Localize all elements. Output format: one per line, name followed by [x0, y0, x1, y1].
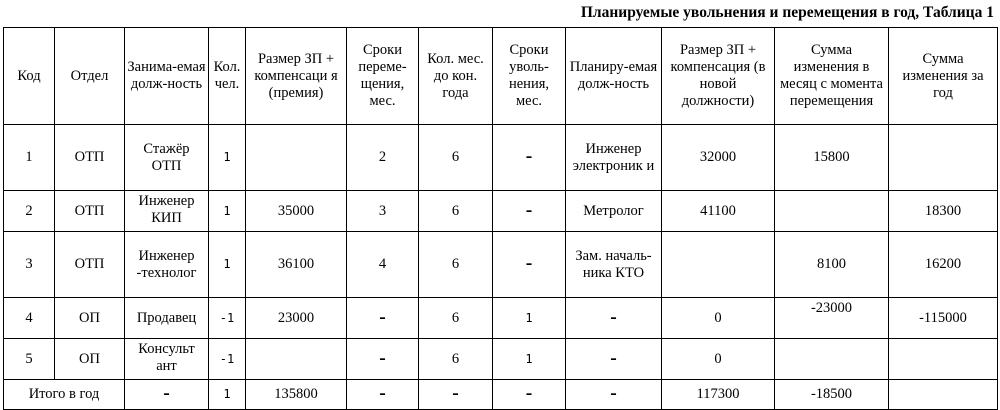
- cell-monthly-change: -23000: [775, 298, 889, 339]
- cell-position: Продавец: [125, 298, 209, 339]
- cell-dept: ОП: [55, 298, 125, 339]
- cell-salary: [246, 339, 347, 380]
- cell-dismiss-terms: –: [493, 125, 566, 191]
- cell-annual-change: 16200: [889, 232, 998, 298]
- header-dismiss-terms: Сроки уволь-нения, мес.: [493, 28, 566, 125]
- cell-months-left: 6: [419, 298, 493, 339]
- cell-new-salary: 0: [662, 298, 775, 339]
- total-label: Итого в год: [4, 380, 125, 410]
- cell-months-left: 6: [419, 232, 493, 298]
- cell-move-terms: 2: [347, 125, 419, 191]
- header-new-salary: Размер ЗП + компенсация (в новой должности): [662, 28, 775, 125]
- cell-move-terms: 3: [347, 191, 419, 232]
- cell-dept: ОТП: [55, 191, 125, 232]
- cell-new-salary: 32000: [662, 125, 775, 191]
- total-row: [4, 380, 998, 410]
- header-annual-change: Сумма изменения за год: [889, 28, 998, 125]
- cell-code: 2: [4, 191, 55, 232]
- cell-salary: 35000: [246, 191, 347, 232]
- table-title: Планируемые увольнения и перемещения в год, Таблица 1: [580, 4, 994, 21]
- table-row: [4, 339, 998, 380]
- cell-months-left: 6: [419, 191, 493, 232]
- cell-planned-position: Зам. началь-ника КТО: [566, 232, 662, 298]
- layoffs-transfers-table: [3, 27, 998, 410]
- cell-months-left: 6: [419, 339, 493, 380]
- cell-annual-change: [889, 380, 998, 410]
- header-position: Занима-емая долж-ность: [125, 28, 209, 125]
- cell-dept: ОТП: [55, 232, 125, 298]
- cell-count: 1: [209, 125, 246, 191]
- cell-salary: 36100: [246, 232, 347, 298]
- header-move-terms: Сроки переме-щения, мес.: [347, 28, 419, 125]
- table-row: [4, 298, 998, 339]
- cell-dismiss-terms: –: [493, 191, 566, 232]
- cell-count: 1: [209, 232, 246, 298]
- cell-dismiss-terms: –: [493, 232, 566, 298]
- cell-salary: 135800: [246, 380, 347, 410]
- cell-move-terms: 4: [347, 232, 419, 298]
- cell-code: 1: [4, 125, 55, 191]
- cell-months-left: 6: [419, 125, 493, 191]
- header-count: Кол. чел.: [209, 28, 246, 125]
- table-row: [4, 232, 998, 298]
- cell-planned-position: –: [566, 298, 662, 339]
- cell-dept: ОП: [55, 339, 125, 380]
- cell-code: 4: [4, 298, 55, 339]
- cell-planned-position: –: [566, 380, 662, 410]
- cell-move-terms: –: [347, 380, 419, 410]
- cell-monthly-change: 15800: [775, 125, 889, 191]
- cell-move-terms: –: [347, 339, 419, 380]
- cell-count: -1: [209, 298, 246, 339]
- table-row: [4, 191, 998, 232]
- cell-count: -1: [209, 339, 246, 380]
- cell-code: 5: [4, 339, 55, 380]
- table-row: [4, 125, 998, 191]
- cell-annual-change: -115000: [889, 298, 998, 339]
- cell-position: Стажёр ОТП: [125, 125, 209, 191]
- cell-position: Инженер КИП: [125, 191, 209, 232]
- cell-monthly-change: -18500: [775, 380, 889, 410]
- cell-months-left: –: [419, 380, 493, 410]
- cell-dept: ОТП: [55, 125, 125, 191]
- cell-code: 3: [4, 232, 55, 298]
- cell-annual-change: [889, 339, 998, 380]
- cell-annual-change: 18300: [889, 191, 998, 232]
- cell-position: Инженер -технолог: [125, 232, 209, 298]
- cell-salary: 23000: [246, 298, 347, 339]
- header-planned-position: Планиру-емая долж-ность: [566, 28, 662, 125]
- cell-dismiss-terms: 1: [493, 298, 566, 339]
- cell-annual-change: [889, 125, 998, 191]
- cell-planned-position: –: [566, 339, 662, 380]
- header-row: [4, 28, 998, 125]
- cell-dismiss-terms: 1: [493, 339, 566, 380]
- header-months-left: Кол. мес. до кон. года: [419, 28, 493, 125]
- cell-monthly-change: [775, 191, 889, 232]
- cell-position: –: [125, 380, 209, 410]
- header-monthly-change: Сумма изменения в месяц с момента перемещения: [775, 28, 889, 125]
- cell-move-terms: –: [347, 298, 419, 339]
- cell-salary: [246, 125, 347, 191]
- cell-planned-position: Метролог: [566, 191, 662, 232]
- cell-new-salary: [662, 232, 775, 298]
- cell-planned-position: Инженер электроник и: [566, 125, 662, 191]
- cell-new-salary: 117300: [662, 380, 775, 410]
- cell-new-salary: 41100: [662, 191, 775, 232]
- cell-monthly-change: 8100: [775, 232, 889, 298]
- cell-new-salary: 0: [662, 339, 775, 380]
- cell-dismiss-terms: –: [493, 380, 566, 410]
- header-salary: Размер ЗП + компенсаци я (премия): [246, 28, 347, 125]
- cell-count: 1: [209, 191, 246, 232]
- cell-position: Консульт ант: [125, 339, 209, 380]
- header-dept: Отдел: [55, 28, 125, 125]
- cell-count: 1: [209, 380, 246, 410]
- header-code: Код: [4, 28, 55, 125]
- cell-monthly-change: [775, 339, 889, 380]
